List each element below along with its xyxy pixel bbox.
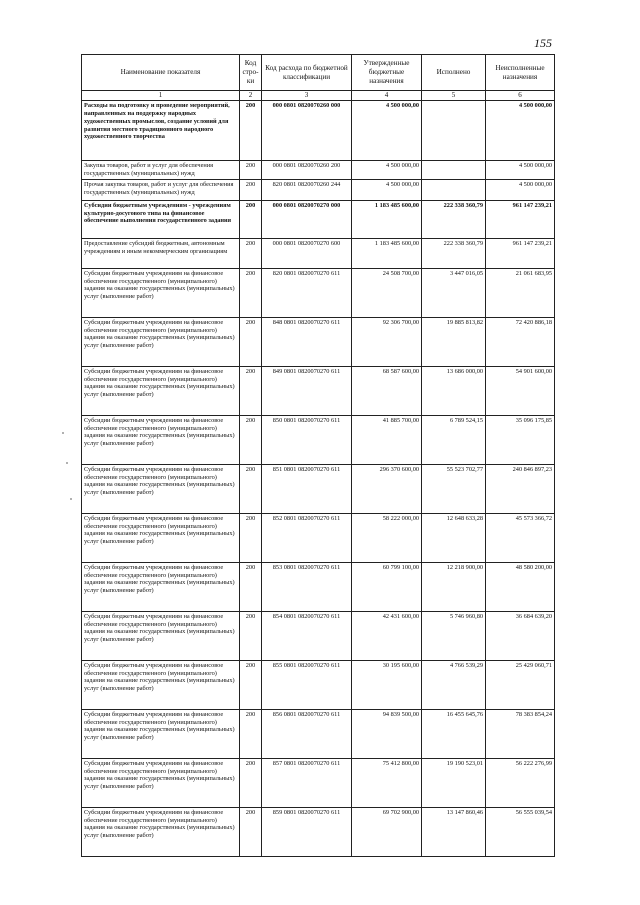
row-approved-cell: 92 306 700,00 <box>352 317 422 366</box>
header-name: Наименование показателя <box>82 55 240 91</box>
row-line-code-cell: 200 <box>240 101 262 161</box>
row-approved-cell: 58 222 000,00 <box>352 513 422 562</box>
row-expense-code-cell: 849 0801 0820070270 611 <box>262 366 352 415</box>
header-executed: Исполнено <box>422 55 486 91</box>
row-executed-cell <box>422 179 486 200</box>
row-name-cell: Закупка товаров, работ и услуг для обеспечения государственных (муниципальных) нужд <box>82 161 240 180</box>
row-line-code-cell: 200 <box>240 758 262 807</box>
table-body <box>82 101 555 857</box>
row-executed-cell: 19 885 813,82 <box>422 317 486 366</box>
row-name-cell: Субсидии бюджетным учреждениям на финансовое обеспечение государственного (муниципального) задания на оказание государственных (муниципальных) услуг (выполнение работ) <box>82 464 240 513</box>
table-row <box>82 611 555 660</box>
row-unexecuted-cell: 4 500 000,00 <box>486 161 555 180</box>
row-approved-cell: 4 500 000,00 <box>352 179 422 200</box>
row-line-code-cell: 200 <box>240 268 262 317</box>
row-name-cell: Субсидии бюджетным учреждениям на финансовое обеспечение государственного (муниципального) задания на оказание государственных (муниципальных) услуг (выполнение работ) <box>82 317 240 366</box>
row-executed-cell: 19 190 523,01 <box>422 758 486 807</box>
row-line-code-cell: 200 <box>240 611 262 660</box>
page-number: 155 <box>534 36 552 50</box>
column-number: 3 <box>262 91 352 101</box>
row-unexecuted-cell: 240 846 897,23 <box>486 464 555 513</box>
row-executed-cell: 16 455 645,76 <box>422 709 486 758</box>
row-expense-code-cell: 851 0801 0820070270 611 <box>262 464 352 513</box>
row-unexecuted-cell: 4 500 000,00 <box>486 101 555 161</box>
table-row <box>82 268 555 317</box>
row-line-code-cell: 200 <box>240 415 262 464</box>
row-unexecuted-cell: 72 420 886,18 <box>486 317 555 366</box>
row-name-cell: Предоставление субсидий бюджетным, автономным учреждениям и иным некоммерческим организациям <box>82 238 240 268</box>
row-expense-code-cell: 857 0801 0820070270 611 <box>262 758 352 807</box>
row-line-code-cell: 200 <box>240 709 262 758</box>
row-executed-cell: 4 766 539,29 <box>422 660 486 709</box>
row-approved-cell: 4 500 000,00 <box>352 161 422 180</box>
row-name-cell: Субсидии бюджетным учреждениям на финансовое обеспечение государственного (муниципального) задания на оказание государственных (муниципальных) услуг (выполнение работ) <box>82 366 240 415</box>
table-row <box>82 660 555 709</box>
row-unexecuted-cell: 961 147 239,21 <box>486 200 555 238</box>
row-expense-code-cell: 850 0801 0820070270 611 <box>262 415 352 464</box>
row-expense-code-cell: 000 0801 0820070260 000 <box>262 101 352 161</box>
row-unexecuted-cell: 78 383 854,24 <box>486 709 555 758</box>
row-name-cell: Субсидии бюджетным учреждениям на финансовое обеспечение государственного (муниципального) задания на оказание государственных (муниципальных) услуг (выполнение работ) <box>82 513 240 562</box>
scan-artifact <box>62 432 64 434</box>
row-executed-cell: 5 746 960,80 <box>422 611 486 660</box>
row-unexecuted-cell: 21 061 683,95 <box>486 268 555 317</box>
row-line-code-cell: 200 <box>240 513 262 562</box>
row-unexecuted-cell: 36 684 639,20 <box>486 611 555 660</box>
header-expense-code: Код расхода по бюджетной классификации <box>262 55 352 91</box>
row-unexecuted-cell: 54 901 600,00 <box>486 366 555 415</box>
row-expense-code-cell: 856 0801 0820070270 611 <box>262 709 352 758</box>
row-name-cell: Субсидии бюджетным учреждениям на финансовое обеспечение государственного (муниципального) задания на оказание государственных (муниципальных) услуг (выполнение работ) <box>82 562 240 611</box>
table-row <box>82 101 555 161</box>
row-unexecuted-cell: 35 096 175,85 <box>486 415 555 464</box>
column-number: 6 <box>486 91 555 101</box>
scan-artifact <box>66 462 68 464</box>
header-line-code: Код стро-ки <box>240 55 262 91</box>
row-executed-cell: 12 218 900,00 <box>422 562 486 611</box>
row-line-code-cell: 200 <box>240 200 262 238</box>
column-number: 1 <box>82 91 240 101</box>
column-number: 4 <box>352 91 422 101</box>
table-row <box>82 179 555 200</box>
header-unexecuted: Неисполненные назначения <box>486 55 555 91</box>
row-line-code-cell: 200 <box>240 464 262 513</box>
table-row <box>82 464 555 513</box>
table-row <box>82 758 555 807</box>
row-name-cell: Субсидии бюджетным учреждениям на финансовое обеспечение государственного (муниципального) задания на оказание государственных (муниципальных) услуг (выполнение работ) <box>82 709 240 758</box>
row-approved-cell: 4 500 000,00 <box>352 101 422 161</box>
row-expense-code-cell: 859 0801 0820070270 611 <box>262 807 352 856</box>
row-name-cell: Прочая закупка товаров, работ и услуг для обеспечения государственных (муниципальных) нужд <box>82 179 240 200</box>
row-approved-cell: 41 885 700,00 <box>352 415 422 464</box>
row-name-cell: Субсидии бюджетным учреждениям на финансовое обеспечение государственного (муниципального) задания на оказание государственных (муниципальных) услуг (выполнение работ) <box>82 807 240 856</box>
row-line-code-cell: 200 <box>240 317 262 366</box>
table-row <box>82 415 555 464</box>
row-approved-cell: 1 183 485 600,00 <box>352 200 422 238</box>
row-line-code-cell: 200 <box>240 161 262 180</box>
row-expense-code-cell: 848 0801 0820070270 611 <box>262 317 352 366</box>
row-name-cell: Субсидии бюджетным учреждениям на финансовое обеспечение государственного (муниципального) задания на оказание государственных (муниципальных) услуг (выполнение работ) <box>82 660 240 709</box>
row-expense-code-cell: 000 0801 0820070270 600 <box>262 238 352 268</box>
row-line-code-cell: 200 <box>240 807 262 856</box>
table-row <box>82 200 555 238</box>
table-row <box>82 238 555 268</box>
table-row <box>82 807 555 856</box>
row-line-code-cell: 200 <box>240 562 262 611</box>
table-row <box>82 562 555 611</box>
table-row <box>82 709 555 758</box>
row-approved-cell: 69 702 900,00 <box>352 807 422 856</box>
budget-execution-table <box>81 54 555 857</box>
row-approved-cell: 60 799 100,00 <box>352 562 422 611</box>
row-unexecuted-cell: 48 580 200,00 <box>486 562 555 611</box>
row-approved-cell: 296 370 600,00 <box>352 464 422 513</box>
row-line-code-cell: 200 <box>240 660 262 709</box>
table-row <box>82 513 555 562</box>
row-unexecuted-cell: 56 222 276,99 <box>486 758 555 807</box>
row-name-cell: Субсидии бюджетным учреждениям на финансовое обеспечение государственного (муниципального) задания на оказание государственных (муниципальных) услуг (выполнение работ) <box>82 268 240 317</box>
row-executed-cell: 12 648 633,28 <box>422 513 486 562</box>
row-approved-cell: 42 431 600,00 <box>352 611 422 660</box>
row-executed-cell: 13 147 860,46 <box>422 807 486 856</box>
row-line-code-cell: 200 <box>240 179 262 200</box>
row-expense-code-cell: 852 0801 0820070270 611 <box>262 513 352 562</box>
row-executed-cell: 222 338 360,79 <box>422 238 486 268</box>
scan-artifact <box>70 498 72 500</box>
row-name-cell: Расходы на подготовку и проведение мероприятий, направленных на поддержку народных художественных промыслов, создание условий для развития местного традиционного народного художественного творчества <box>82 101 240 161</box>
table-row <box>82 317 555 366</box>
row-expense-code-cell: 853 0801 0820070270 611 <box>262 562 352 611</box>
table-header-row <box>82 55 555 91</box>
row-name-cell: Субсидии бюджетным учреждениям на финансовое обеспечение государственного (муниципального) задания на оказание государственных (муниципальных) услуг (выполнение работ) <box>82 611 240 660</box>
column-number: 2 <box>240 91 262 101</box>
row-executed-cell <box>422 161 486 180</box>
row-unexecuted-cell: 25 429 060,71 <box>486 660 555 709</box>
row-approved-cell: 1 183 485 600,00 <box>352 238 422 268</box>
row-expense-code-cell: 000 0801 0820070260 200 <box>262 161 352 180</box>
row-approved-cell: 24 508 700,00 <box>352 268 422 317</box>
row-approved-cell: 68 587 600,00 <box>352 366 422 415</box>
row-line-code-cell: 200 <box>240 238 262 268</box>
row-approved-cell: 75 412 800,00 <box>352 758 422 807</box>
row-name-cell: Субсидии бюджетным учреждениям на финансовое обеспечение государственного (муниципального) задания на оказание государственных (муниципальных) услуг (выполнение работ) <box>82 415 240 464</box>
column-number-row <box>82 91 555 101</box>
row-unexecuted-cell: 4 500 000,00 <box>486 179 555 200</box>
row-line-code-cell: 200 <box>240 366 262 415</box>
row-executed-cell <box>422 101 486 161</box>
row-approved-cell: 30 195 600,00 <box>352 660 422 709</box>
row-expense-code-cell: 820 0801 0820070260 244 <box>262 179 352 200</box>
header-approved: Утвержденные бюджетные назначения <box>352 55 422 91</box>
row-executed-cell: 3 447 016,05 <box>422 268 486 317</box>
row-executed-cell: 13 686 000,00 <box>422 366 486 415</box>
row-unexecuted-cell: 961 147 239,21 <box>486 238 555 268</box>
row-executed-cell: 55 523 702,77 <box>422 464 486 513</box>
row-executed-cell: 222 338 360,79 <box>422 200 486 238</box>
row-unexecuted-cell: 56 555 039,54 <box>486 807 555 856</box>
row-expense-code-cell: 855 0801 0820070270 611 <box>262 660 352 709</box>
row-name-cell: Субсидии бюджетным учреждениям - учреждениям культурно-досугового типа на финансовое обеспечение выполнения государственного задания <box>82 200 240 238</box>
column-number: 5 <box>422 91 486 101</box>
table-row <box>82 161 555 180</box>
row-executed-cell: 6 789 524,15 <box>422 415 486 464</box>
row-approved-cell: 94 839 500,00 <box>352 709 422 758</box>
row-expense-code-cell: 820 0801 0820070270 611 <box>262 268 352 317</box>
table-row <box>82 366 555 415</box>
row-expense-code-cell: 000 0801 0820070270 000 <box>262 200 352 238</box>
row-expense-code-cell: 854 0801 0820070270 611 <box>262 611 352 660</box>
row-unexecuted-cell: 45 573 366,72 <box>486 513 555 562</box>
row-name-cell: Субсидии бюджетным учреждениям на финансовое обеспечение государственного (муниципального) задания на оказание государственных (муниципальных) услуг (выполнение работ) <box>82 758 240 807</box>
